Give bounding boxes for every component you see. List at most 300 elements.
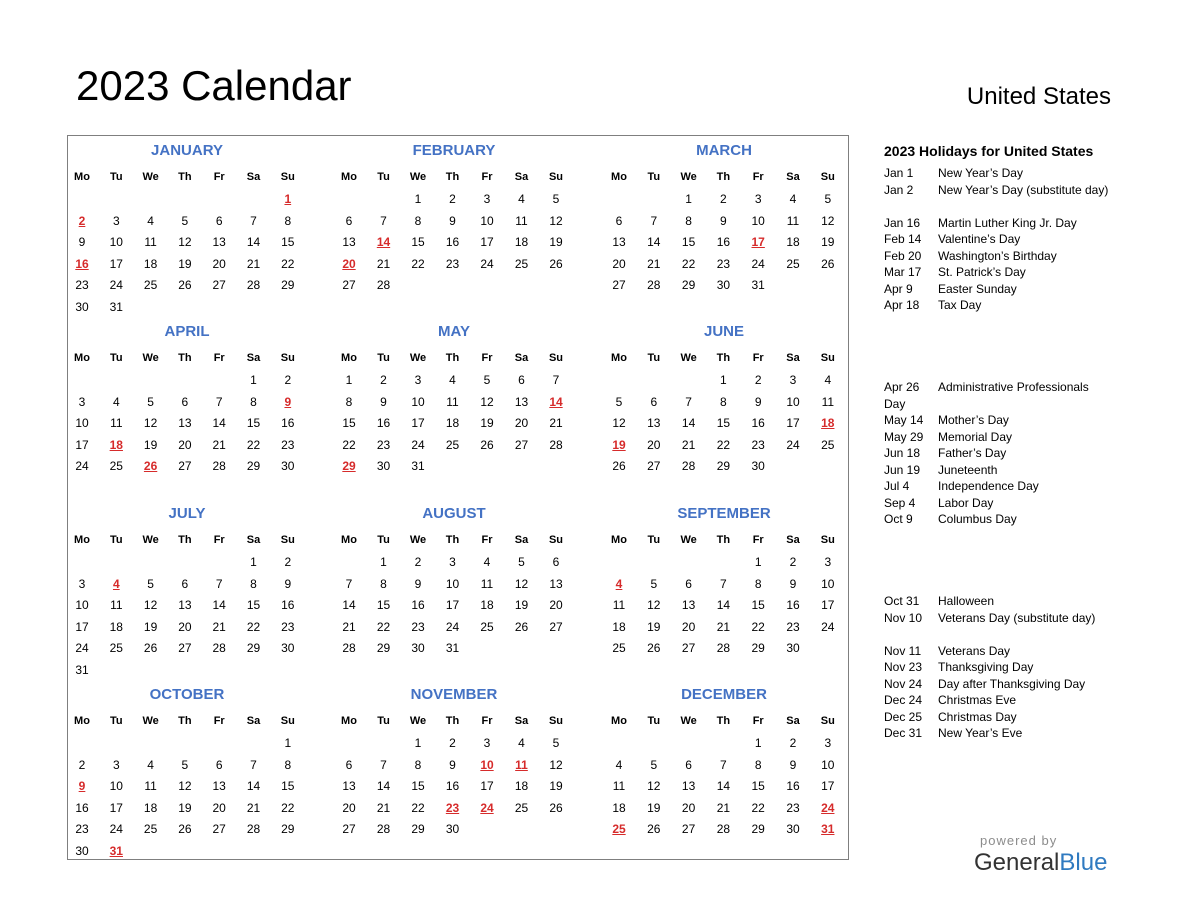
holiday-date: Apr 18 — [884, 298, 920, 312]
day-cell: 19 — [647, 619, 661, 634]
month-title: JANUARY — [151, 142, 223, 159]
weekday-header: Sa — [246, 715, 261, 727]
weekday-header: Tu — [647, 534, 661, 546]
day-cell: 26 — [612, 459, 626, 473]
weekday-header: Su — [820, 534, 835, 546]
day-cell: 10 — [445, 576, 460, 591]
day-cell: 26 — [480, 437, 494, 452]
day-cell: 29 — [246, 641, 261, 655]
day-cell: 30 — [376, 459, 391, 473]
weekday-header: Tu — [109, 171, 123, 183]
holiday-date: Feb 20 — [884, 248, 922, 263]
weekday-header: Th — [445, 715, 460, 727]
holiday-date: May 14 — [884, 413, 924, 427]
powered-by-text: powered by — [980, 833, 1058, 848]
weekday-header: Sa — [514, 534, 529, 546]
day-cell: 23 — [281, 619, 295, 634]
holiday-item — [884, 659, 1109, 676]
holiday-date: Nov 23 — [884, 660, 923, 674]
day-cell: 22 — [246, 619, 261, 634]
weekday-header: Tu — [377, 352, 390, 364]
holiday-item — [884, 676, 1109, 693]
day-cell: 16 — [716, 235, 731, 249]
weekday-header: Th — [716, 534, 731, 546]
holiday-item — [884, 692, 1109, 709]
holiday-day-cell: 4 — [615, 576, 623, 591]
day-cell: 6 — [345, 213, 353, 228]
day-cell: 14 — [716, 598, 731, 612]
day-cell: 9 — [380, 394, 387, 409]
day-cell: 7 — [250, 213, 257, 228]
day-cell: 8 — [250, 394, 257, 409]
day-cell: 8 — [284, 213, 292, 228]
holiday-item — [884, 478, 1109, 495]
weekday-header: We — [680, 534, 697, 546]
holiday-day-cell: 18 — [821, 416, 835, 430]
day-cell: 23 — [376, 437, 391, 452]
holiday-item — [884, 709, 1109, 726]
day-cell: 6 — [650, 394, 658, 409]
day-cell: 2 — [789, 736, 797, 750]
day-cell: 17 — [821, 598, 835, 612]
day-cell: 6 — [518, 373, 525, 387]
holiday-item — [884, 215, 1109, 232]
day-cell: 29 — [751, 822, 765, 836]
day-cell: 11 — [144, 235, 157, 249]
day-cell: 28 — [212, 459, 226, 473]
weekday-header: Tu — [647, 715, 661, 727]
day-cell: 12 — [647, 598, 661, 612]
day-cell: 7 — [345, 576, 353, 591]
holiday-date: Apr 26 — [884, 380, 920, 394]
weekday-header: Fr — [481, 534, 493, 546]
holidays-heading: 2023 Holidays for United States — [884, 143, 1094, 159]
holiday-date: Feb 14 — [884, 232, 922, 246]
weekday-header: Mo — [611, 352, 627, 364]
weekday-header: We — [409, 352, 427, 364]
day-cell: 9 — [789, 576, 797, 591]
holiday-item — [884, 248, 1109, 265]
day-cell: 3 — [789, 373, 797, 387]
day-cell: 6 — [685, 757, 692, 772]
day-cell: 3 — [78, 576, 86, 591]
day-cell: 23 — [75, 822, 89, 836]
month-title: OCTOBER — [149, 686, 225, 703]
day-cell: 24 — [751, 256, 765, 271]
holiday-item — [884, 379, 1109, 412]
day-cell: 22 — [751, 619, 765, 634]
day-cell: 21 — [716, 619, 731, 634]
day-cell: 22 — [751, 800, 765, 815]
day-cell: 22 — [281, 800, 295, 815]
brand-logo[interactable] — [974, 848, 1107, 878]
weekday-header: Su — [548, 715, 564, 727]
day-cell: 20 — [342, 800, 356, 815]
weekday-header: Mo — [611, 171, 627, 183]
day-cell: 3 — [483, 736, 491, 750]
day-cell: 1 — [345, 373, 353, 387]
day-cell: 13 — [514, 394, 529, 409]
day-cell: 13 — [178, 598, 192, 612]
day-cell: 15 — [411, 235, 425, 249]
day-cell: 9 — [449, 757, 456, 772]
day-cell: 17 — [75, 437, 89, 452]
day-cell: 16 — [376, 416, 391, 430]
day-cell: 2 — [78, 757, 86, 772]
day-cell: 1 — [284, 736, 292, 750]
weekday-header: We — [142, 534, 159, 546]
day-cell: 27 — [212, 822, 226, 836]
weekday-header: Mo — [74, 534, 90, 546]
day-cell: 6 — [685, 576, 692, 591]
day-cell: 4 — [518, 192, 525, 206]
weekday-header: Th — [445, 171, 460, 183]
day-cell: 28 — [376, 278, 391, 292]
day-cell: 14 — [246, 779, 261, 793]
holiday-item — [884, 297, 1109, 314]
day-cell: 17 — [480, 235, 494, 249]
day-cell: 16 — [786, 779, 800, 793]
day-cell: 29 — [681, 278, 696, 292]
day-cell: 7 — [380, 757, 387, 772]
day-cell: 21 — [212, 437, 226, 452]
day-cell: 27 — [178, 641, 192, 655]
holiday-day-cell: 26 — [143, 459, 158, 473]
day-cell: 16 — [445, 779, 460, 793]
holiday-date: Nov 11 — [884, 643, 922, 658]
day-cell: 2 — [754, 373, 762, 387]
day-cell: 5 — [824, 192, 832, 206]
weekday-header: We — [680, 352, 697, 364]
day-cell: 26 — [514, 619, 529, 634]
day-cell: 20 — [681, 619, 696, 634]
weekday-header: Th — [178, 715, 192, 727]
day-cell: 16 — [281, 416, 295, 430]
brand-name-part2: Blue — [1059, 849, 1108, 876]
day-cell: 6 — [215, 213, 223, 228]
day-cell: 20 — [212, 800, 226, 815]
day-cell: 3 — [112, 213, 120, 228]
day-cell: 24 — [821, 619, 835, 634]
month-title: JUNE — [703, 323, 744, 340]
day-cell: 27 — [681, 641, 696, 655]
day-cell: 2 — [449, 192, 456, 206]
holiday-name: Easter Sunday — [938, 281, 1017, 296]
day-cell: 9 — [449, 213, 456, 228]
day-cell: 7 — [552, 373, 560, 387]
holiday-item — [884, 429, 1109, 446]
day-cell: 23 — [411, 619, 425, 634]
day-cell: 7 — [720, 757, 727, 772]
day-cell: 13 — [647, 416, 661, 430]
holiday-date: Nov 10 — [884, 610, 923, 625]
day-cell: 20 — [514, 416, 529, 430]
holiday-day-cell: 20 — [342, 256, 356, 271]
day-cell: 23 — [716, 256, 731, 271]
day-cell: 3 — [449, 555, 456, 569]
weekday-header: Tu — [377, 171, 390, 183]
day-cell: 4 — [615, 757, 623, 772]
day-cell: 18 — [480, 598, 494, 612]
holiday-item — [884, 182, 1109, 199]
day-cell: 17 — [786, 416, 800, 430]
holiday-name: Christmas Day — [938, 709, 1017, 724]
day-cell: 8 — [685, 213, 692, 228]
country-label: United States — [966, 83, 1111, 110]
weekday-header: Tu — [377, 715, 390, 727]
weekday-header: Mo — [74, 352, 90, 364]
weekday-header: Mo — [341, 352, 357, 364]
day-cell: 11 — [446, 394, 459, 409]
day-cell: 26 — [821, 256, 835, 271]
day-cell: 17 — [480, 779, 494, 793]
day-cell: 15 — [281, 779, 295, 793]
day-cell: 1 — [754, 736, 762, 750]
day-cell: 19 — [178, 800, 192, 815]
day-cell: 14 — [342, 598, 356, 612]
day-cell: 16 — [75, 800, 89, 815]
day-cell: 14 — [246, 235, 261, 249]
day-cell: 6 — [181, 394, 189, 409]
day-cell: 26 — [549, 256, 563, 271]
day-cell: 16 — [411, 598, 425, 612]
day-cell: 25 — [821, 437, 835, 452]
day-cell: 13 — [178, 416, 192, 430]
day-cell: 29 — [376, 641, 391, 655]
holiday-day-cell: 9 — [284, 394, 292, 409]
day-cell: 30 — [716, 278, 731, 292]
day-cell: 7 — [250, 757, 257, 772]
weekday-header: We — [680, 715, 697, 727]
day-cell: 11 — [612, 779, 626, 793]
holiday-item — [884, 725, 1109, 742]
day-cell: 28 — [246, 278, 261, 292]
day-cell: 28 — [647, 278, 661, 292]
day-cell: 29 — [281, 822, 295, 836]
day-cell: 27 — [681, 822, 696, 836]
day-cell: 7 — [380, 213, 387, 228]
day-cell: 16 — [751, 416, 765, 430]
weekday-header: Th — [178, 534, 192, 546]
weekday-header: Tu — [377, 534, 390, 546]
weekday-header: Fr — [481, 352, 493, 364]
day-cell: 15 — [716, 416, 731, 430]
day-cell: 21 — [549, 416, 563, 430]
weekday-header: Tu — [647, 352, 661, 364]
day-cell: 4 — [789, 192, 797, 206]
holiday-date: Jan 2 — [884, 182, 914, 197]
holiday-item — [884, 462, 1109, 479]
day-cell: 22 — [716, 437, 731, 452]
weekday-header: Fr — [213, 534, 225, 546]
weekday-header: Mo — [611, 715, 627, 727]
day-cell: 10 — [480, 213, 494, 228]
day-cell: 6 — [215, 757, 223, 772]
day-cell: 2 — [284, 373, 292, 387]
day-cell: 7 — [720, 576, 727, 591]
weekday-header: Mo — [341, 171, 357, 183]
holiday-item — [884, 511, 1109, 528]
day-cell: 19 — [143, 437, 158, 452]
day-cell: 15 — [342, 416, 356, 430]
day-cell: 17 — [75, 619, 89, 634]
day-cell: 31 — [445, 641, 460, 655]
day-cell: 5 — [483, 373, 491, 387]
weekday-header: Su — [820, 352, 835, 364]
day-cell: 29 — [246, 459, 261, 473]
day-cell: 8 — [720, 394, 727, 409]
day-cell: 22 — [281, 256, 295, 271]
holiday-date: Mar 17 — [884, 265, 922, 279]
weekday-header: Su — [548, 534, 564, 546]
holiday-name: Labor Day — [938, 495, 994, 510]
holiday-item — [884, 231, 1109, 248]
holiday-item — [884, 495, 1109, 512]
month-title: MAY — [438, 323, 470, 340]
day-cell: 1 — [380, 555, 387, 569]
weekday-header: We — [409, 171, 427, 183]
day-cell: 1 — [414, 192, 422, 206]
day-cell: 13 — [342, 235, 356, 249]
weekday-header: Fr — [213, 715, 225, 727]
day-cell: 5 — [518, 555, 525, 569]
day-cell: 1 — [414, 736, 422, 750]
day-cell: 7 — [685, 394, 692, 409]
weekday-header: Su — [820, 171, 835, 183]
day-cell: 14 — [212, 416, 226, 430]
day-cell: 3 — [78, 394, 86, 409]
day-cell: 5 — [147, 394, 154, 409]
day-cell: 31 — [75, 662, 89, 677]
holiday-name: Columbus Day — [938, 512, 1017, 526]
weekday-header: Fr — [481, 715, 493, 727]
day-cell: 25 — [109, 641, 123, 655]
day-cell: 4 — [147, 757, 154, 772]
day-cell: 6 — [345, 757, 353, 772]
day-cell: 3 — [824, 555, 832, 569]
weekday-header: Th — [716, 171, 731, 183]
day-cell: 21 — [647, 256, 661, 271]
weekday-header: Fr — [752, 534, 764, 546]
weekday-header: Mo — [341, 715, 357, 727]
weekday-header: Su — [280, 715, 295, 727]
weekday-header: Sa — [246, 171, 261, 183]
holiday-name: Administrative Professionals Day — [884, 380, 1089, 411]
day-cell: 5 — [615, 394, 623, 409]
day-cell: 29 — [281, 278, 295, 292]
day-cell: 1 — [685, 192, 692, 206]
day-cell: 30 — [281, 459, 295, 473]
day-cell: 26 — [178, 822, 192, 836]
day-cell: 15 — [246, 416, 261, 430]
weekday-header: Su — [820, 715, 835, 727]
day-cell: 30 — [75, 843, 89, 858]
day-cell: 21 — [716, 800, 731, 815]
month-title: AUGUST — [422, 505, 486, 522]
day-cell: 18 — [445, 416, 460, 430]
day-cell: 12 — [178, 235, 192, 249]
day-cell: 29 — [716, 459, 731, 473]
day-cell: 8 — [345, 394, 353, 409]
day-cell: 28 — [376, 822, 391, 836]
day-cell: 10 — [109, 779, 123, 793]
holiday-item — [884, 412, 1109, 429]
day-cell: 28 — [716, 822, 731, 836]
day-cell: 27 — [647, 459, 661, 473]
holiday-name: Martin Luther King Jr. Day — [938, 215, 1077, 230]
weekday-header: We — [142, 715, 159, 727]
day-cell: 3 — [824, 736, 832, 750]
day-cell: 19 — [549, 779, 563, 793]
day-cell: 5 — [552, 192, 560, 206]
brand-name-part1: General — [974, 849, 1060, 876]
day-cell: 18 — [612, 800, 626, 815]
day-cell: 19 — [514, 598, 529, 612]
day-cell: 26 — [178, 278, 192, 292]
day-cell: 21 — [246, 800, 261, 815]
holiday-name: Day after Thanksgiving Day — [938, 676, 1086, 691]
day-cell: 24 — [411, 437, 425, 452]
day-cell: 28 — [716, 641, 731, 655]
day-cell: 20 — [549, 598, 563, 612]
holiday-name: Halloween — [938, 594, 995, 608]
weekday-header: Sa — [514, 715, 529, 727]
weekday-header: Th — [716, 715, 731, 727]
day-cell: 11 — [515, 213, 528, 228]
month-title: JULY — [168, 505, 206, 522]
day-cell: 4 — [112, 394, 120, 409]
day-cell: 2 — [380, 373, 387, 387]
day-cell: 28 — [681, 459, 696, 473]
day-cell: 19 — [647, 800, 661, 815]
day-cell: 10 — [786, 394, 800, 409]
holiday-day-cell: 1 — [284, 192, 292, 206]
day-cell: 21 — [681, 437, 696, 452]
weekday-header: Mo — [611, 534, 627, 546]
day-cell: 1 — [720, 373, 727, 387]
day-cell: 12 — [647, 779, 661, 793]
day-cell: 11 — [821, 394, 835, 409]
day-cell: 25 — [786, 256, 800, 271]
holiday-day-cell: 18 — [109, 437, 123, 452]
holiday-item — [884, 281, 1109, 298]
day-cell: 28 — [246, 822, 261, 836]
holiday-date: Nov 24 — [884, 676, 923, 691]
day-cell: 20 — [612, 256, 626, 271]
weekday-header: We — [142, 171, 159, 183]
holiday-name: Memorial Day — [938, 429, 1013, 444]
day-cell: 24 — [109, 278, 123, 292]
holiday-date: Dec 24 — [884, 693, 923, 707]
day-cell: 26 — [647, 822, 661, 836]
day-cell: 12 — [821, 213, 835, 228]
day-cell: 10 — [821, 576, 835, 591]
day-cell: 9 — [78, 235, 86, 249]
day-cell: 18 — [786, 235, 800, 249]
day-cell: 1 — [754, 555, 762, 569]
holiday-item — [884, 610, 1109, 627]
weekday-header: Sa — [786, 352, 800, 364]
holiday-date: Dec 25 — [884, 709, 923, 724]
holiday-date: Oct 31 — [884, 594, 920, 608]
day-cell: 9 — [754, 394, 762, 409]
day-cell: 8 — [380, 576, 387, 591]
day-cell: 14 — [376, 779, 391, 793]
day-cell: 16 — [281, 598, 295, 612]
holiday-name: Christmas Eve — [938, 693, 1017, 707]
weekday-header: Fr — [752, 715, 764, 727]
day-cell: 15 — [281, 235, 295, 249]
